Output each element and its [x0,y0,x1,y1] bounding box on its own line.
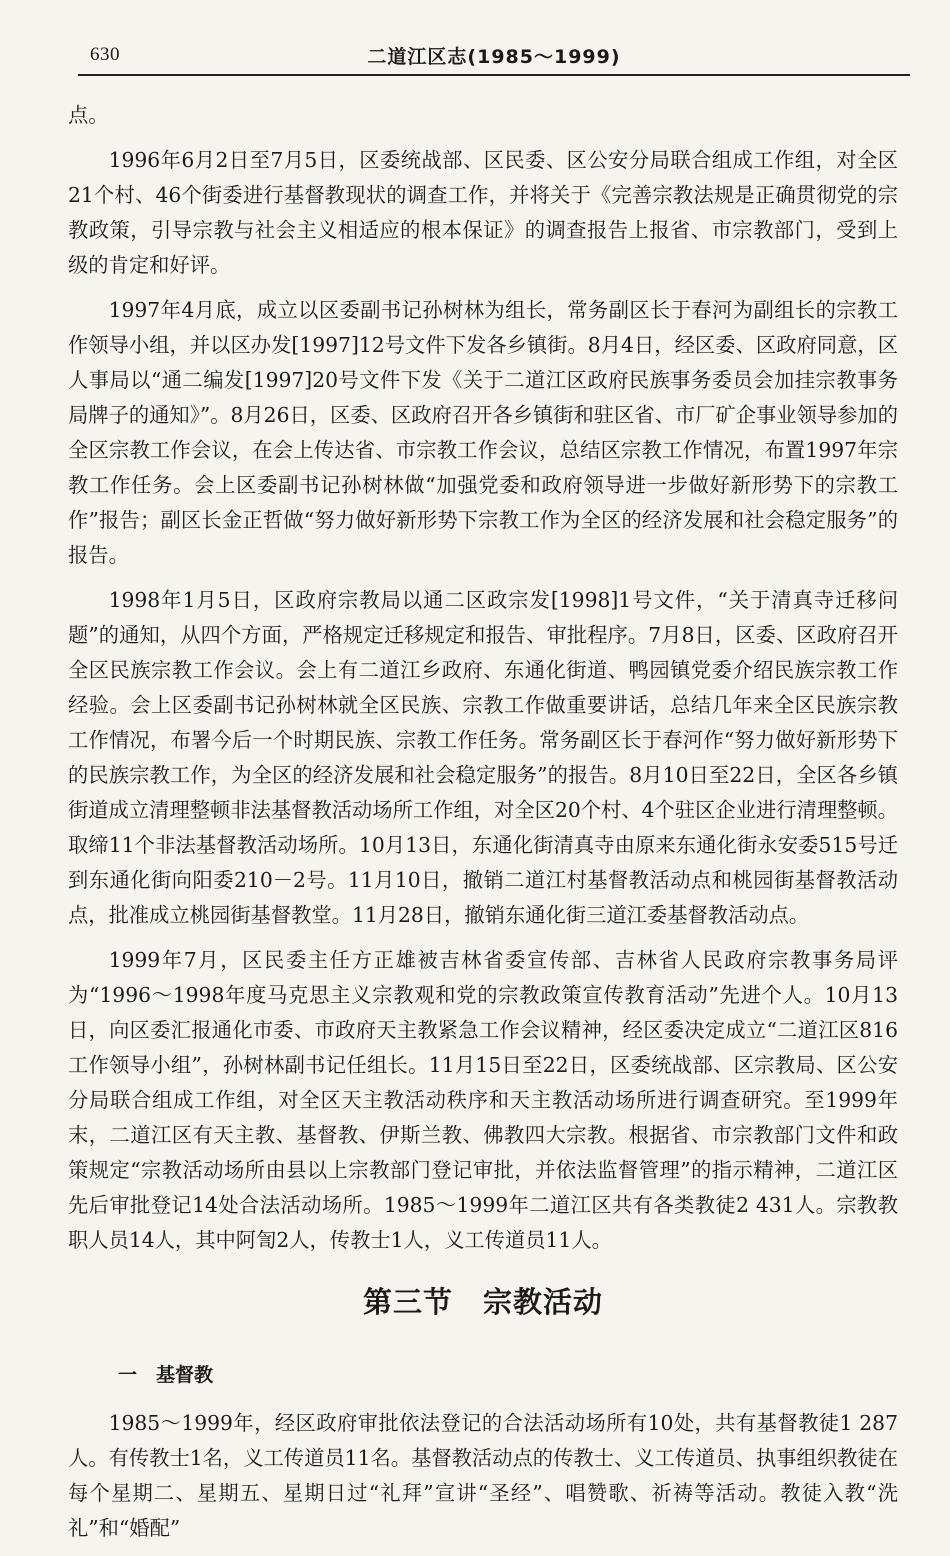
subsection-title: 基督教 [156,1364,214,1386]
subsection-heading [68,1360,898,1390]
body-paragraph: 1998年1月5日，区政府宗教局以通二区政宗发[1998]1号文件，“关于清真寺迁移问题”的通知，从四个方面，严格规定迁移规定和报告、审批程序。7月8日，区委、区政府召开全区民族宗教工作会议。会上有二道江乡政府、东通化街道、鸭园镇党委介绍民族宗教工作经验。会上区委副书记孙树林就全区民族、宗教工作做重要讲话，总结几年来全区民族宗教工作情况，布署今后一个时期民族、宗教工作任务。常务副区长于春河作“努力做好新形势下的民族宗教工作，为全区的经济发展和社会稳定服务”的报告。8月10日至22日，全区各乡镇街道成立清理整顿非法基督教活动场所工作组，对全区20个村、4个驻区企业进行清理整顿。取缔11个非法基督教活动场所。10月13日，东通化街清真寺由原来东通化街永安委515号迁到东通化街向阳委210－2号。11月10日，撤销二道江村基督教活动点和桃园街基督教活动点，批准成立桃园街基督教堂。11月28日，撤销东通化街三道江委基督教活动点。 [68,588,898,927]
page-header [78,38,910,76]
text-block-before-section [68,98,898,1258]
subsection-number: 一 [118,1364,138,1386]
body-paragraph: 点。 [68,103,109,127]
page-body [68,98,898,1556]
body-paragraph: 1985～1999年，经区政府审批依法登记的合法活动场所有10处，共有基督教徒1 287人。有传教士1名，义工传道员11名。基督教活动点的传教士、义工传道员、执事组织教徒在每个星期二、星期五、星期日过“礼拜”宣讲“圣经”、唱赞歌、祈祷等活动。教徒入教“洗礼”和“婚配” [68,1411,898,1540]
page-number: 630 [90,44,120,65]
body-paragraph: 1999年7月，区民委主任方正雄被吉林省委宣传部、吉林省人民政府宗教事务局评为“1996～1998年度马克思主义宗教观和党的宗教政策宣传教育活动”先进个人。10月13日，向区委汇报通化市委、市政府天主教紧急工作会议精神，经区委决定成立“二道江区816工作领导小组”，孙树林副书记任组长。11月15日至22日，区委统战部、区宗教局、区公安分局联合组成工作组，对全区天主教活动秩序和天主教活动场所进行调查研究。至1999年末，二道江区有天主教、基督教、伊斯兰教、佛教四大宗教。根据省、市宗教部门文件和政策规定“宗教活动场所由县以上宗教部门登记审批，并依法监督管理”的指示精神，二道江区先后审批登记14处合法活动场所。1985～1999年二道江区共有各类教徒2 431人。宗教教职人员14人，其中阿訇2人，传教士1人，义工传道员11人。 [68,948,898,1252]
text-block-after-section [68,1406,898,1546]
running-title: 二道江区志(1985～1999) [367,46,621,68]
body-paragraph: 1997年4月底，成立以区委副书记孙树林为组长，常务副区长于春河为副组长的宗教工作领导小组，并以区办发[1997]12号文件下发各乡镇街。8月4日，经区委、区政府同意，区人事局以“通二编发[1997]20号文件下发《关于二道江区政府民族事务委员会加挂宗教事务局牌子的通知》”。8月26日，区委、区政府召开各乡镇街和驻区省、市厂矿企事业领导参加的全区宗教工作会议，在会上传达省、市宗教工作会议，总结区宗教工作情况，布置1997年宗教工作任务。会上区委副书记孙树林做“加强党委和政府领导进一步做好新形势下的宗教工作”报告；副区长金正哲做“努力做好新形势下宗教工作为全区的经济发展和社会稳定服务”的报告。 [68,298,898,567]
section-title: 第三节 宗教活动 [362,1285,603,1319]
body-paragraph: 1996年6月2日至7月5日，区委统战部、区民委、区公安分局联合组成工作组，对全区21个村、46个街委进行基督教现状的调查工作，并将关于《完善宗教法规是正确贯彻党的宗教政策，引导宗教与社会主义相适应的根本保证》的调查报告上报省、市宗教部门，受到上级的肯定和好评。 [68,148,898,277]
